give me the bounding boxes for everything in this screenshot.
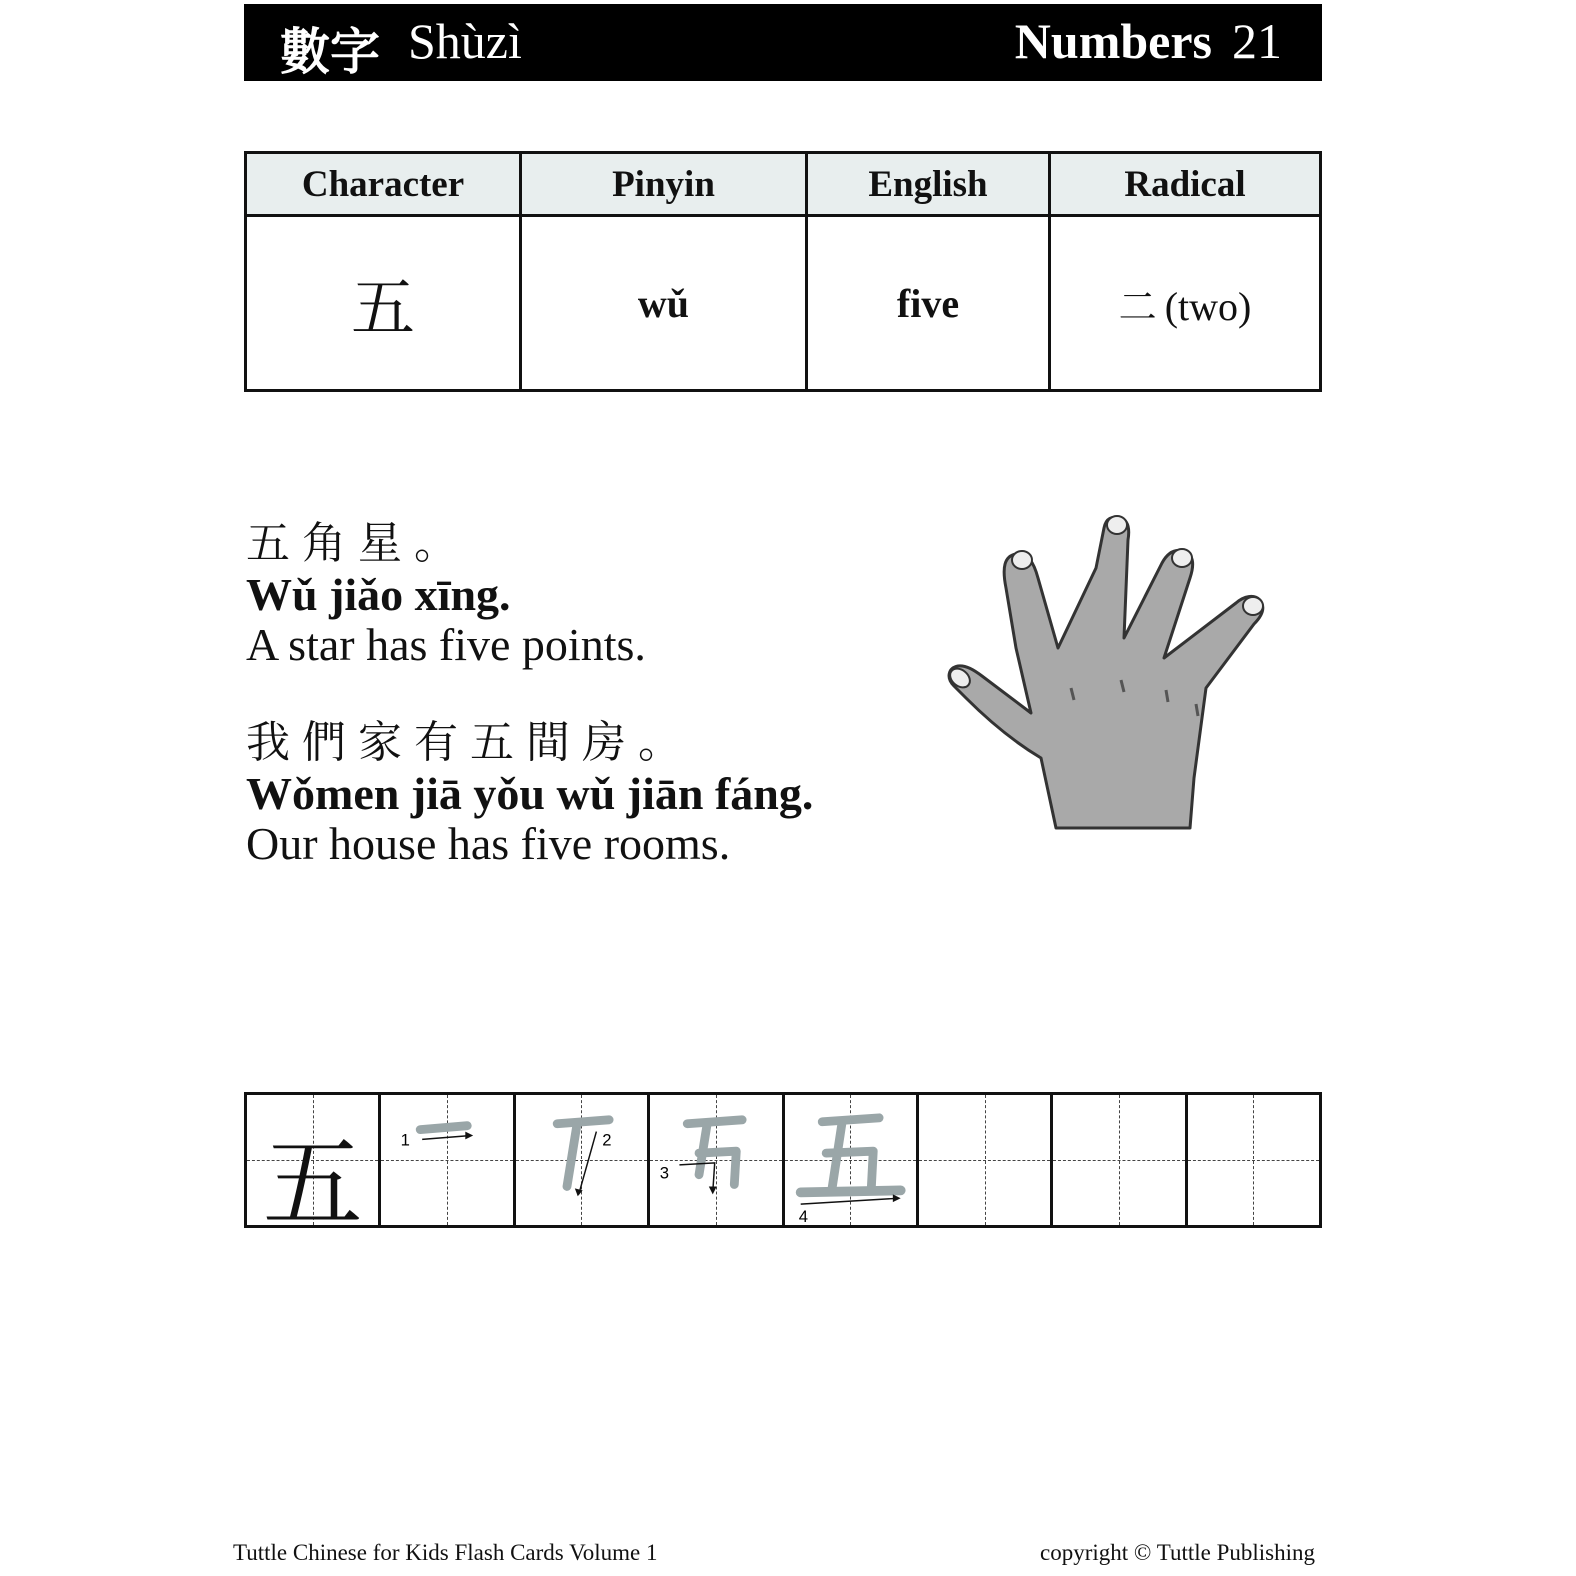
example-english: Our house has five rooms. (246, 818, 731, 869)
cell-radical (1050, 216, 1321, 391)
table-row (246, 216, 1321, 391)
guide-line-horizontal (1053, 1160, 1184, 1161)
table-header-row (246, 153, 1321, 216)
cell-pinyin: wǔ (521, 216, 807, 391)
stroke-step-4-drawing (785, 1095, 916, 1225)
footer-title: Tuttle Chinese for Kids Flash Cards Volume 1 (233, 1540, 658, 1565)
radical-character: 二 (1118, 284, 1157, 329)
page-header (244, 4, 1322, 81)
footer-copyright: copyright © Tuttle Publishing (1040, 1540, 1315, 1565)
header-pinyin: Shùzì (408, 13, 522, 69)
open-hand-icon (936, 508, 1286, 840)
cell-english: five (807, 216, 1050, 391)
example-english: A star has five points. (246, 619, 646, 670)
practice-cell (919, 1095, 1053, 1225)
header-character: Character (246, 153, 521, 216)
cell-character: 五 (246, 216, 521, 391)
header-english: English (807, 153, 1050, 216)
stroke-step-2-drawing (516, 1095, 647, 1225)
stroke-step-1-drawing (381, 1095, 512, 1225)
step-number-2: 2 (602, 1130, 612, 1150)
header-hanzi: 數字 (280, 23, 380, 81)
header-radical: Radical (1050, 153, 1321, 216)
example-pinyin: Wǔ jiǎo xīng. (246, 569, 511, 620)
stroke-step-2 (516, 1095, 650, 1225)
stroke-step-3 (650, 1095, 784, 1225)
guide-line-horizontal (1188, 1160, 1319, 1161)
stroke-step-4 (785, 1095, 919, 1225)
model-character: 五 (262, 1125, 363, 1242)
example-chinese: 五角星。 (246, 518, 470, 569)
practice-cell (1188, 1095, 1319, 1225)
model-cell (247, 1095, 381, 1242)
example-sentence-1 (246, 518, 646, 670)
step-number-4: 4 (798, 1206, 808, 1225)
stroke-order-grid (244, 1092, 1322, 1242)
header-title (1015, 12, 1282, 70)
radical-meaning: (two) (1164, 283, 1252, 329)
character-info-table (244, 151, 1322, 392)
stroke-step-1 (381, 1095, 515, 1225)
header-pinyin-col: Pinyin (521, 153, 807, 216)
step-number-1: 1 (400, 1130, 411, 1150)
header-card-number: 21 (1232, 13, 1282, 69)
example-pinyin: Wǒmen jiā yǒu wǔ jiān fáng. (246, 768, 814, 819)
guide-line-horizontal (919, 1160, 1050, 1161)
stroke-step-3-drawing (650, 1095, 781, 1225)
practice-cell (1053, 1095, 1187, 1225)
example-chinese: 我們家有五間房。 (246, 717, 694, 768)
step-number-3: 3 (659, 1163, 670, 1183)
header-category: Numbers (1014, 13, 1212, 69)
example-sentence-2 (246, 717, 814, 869)
